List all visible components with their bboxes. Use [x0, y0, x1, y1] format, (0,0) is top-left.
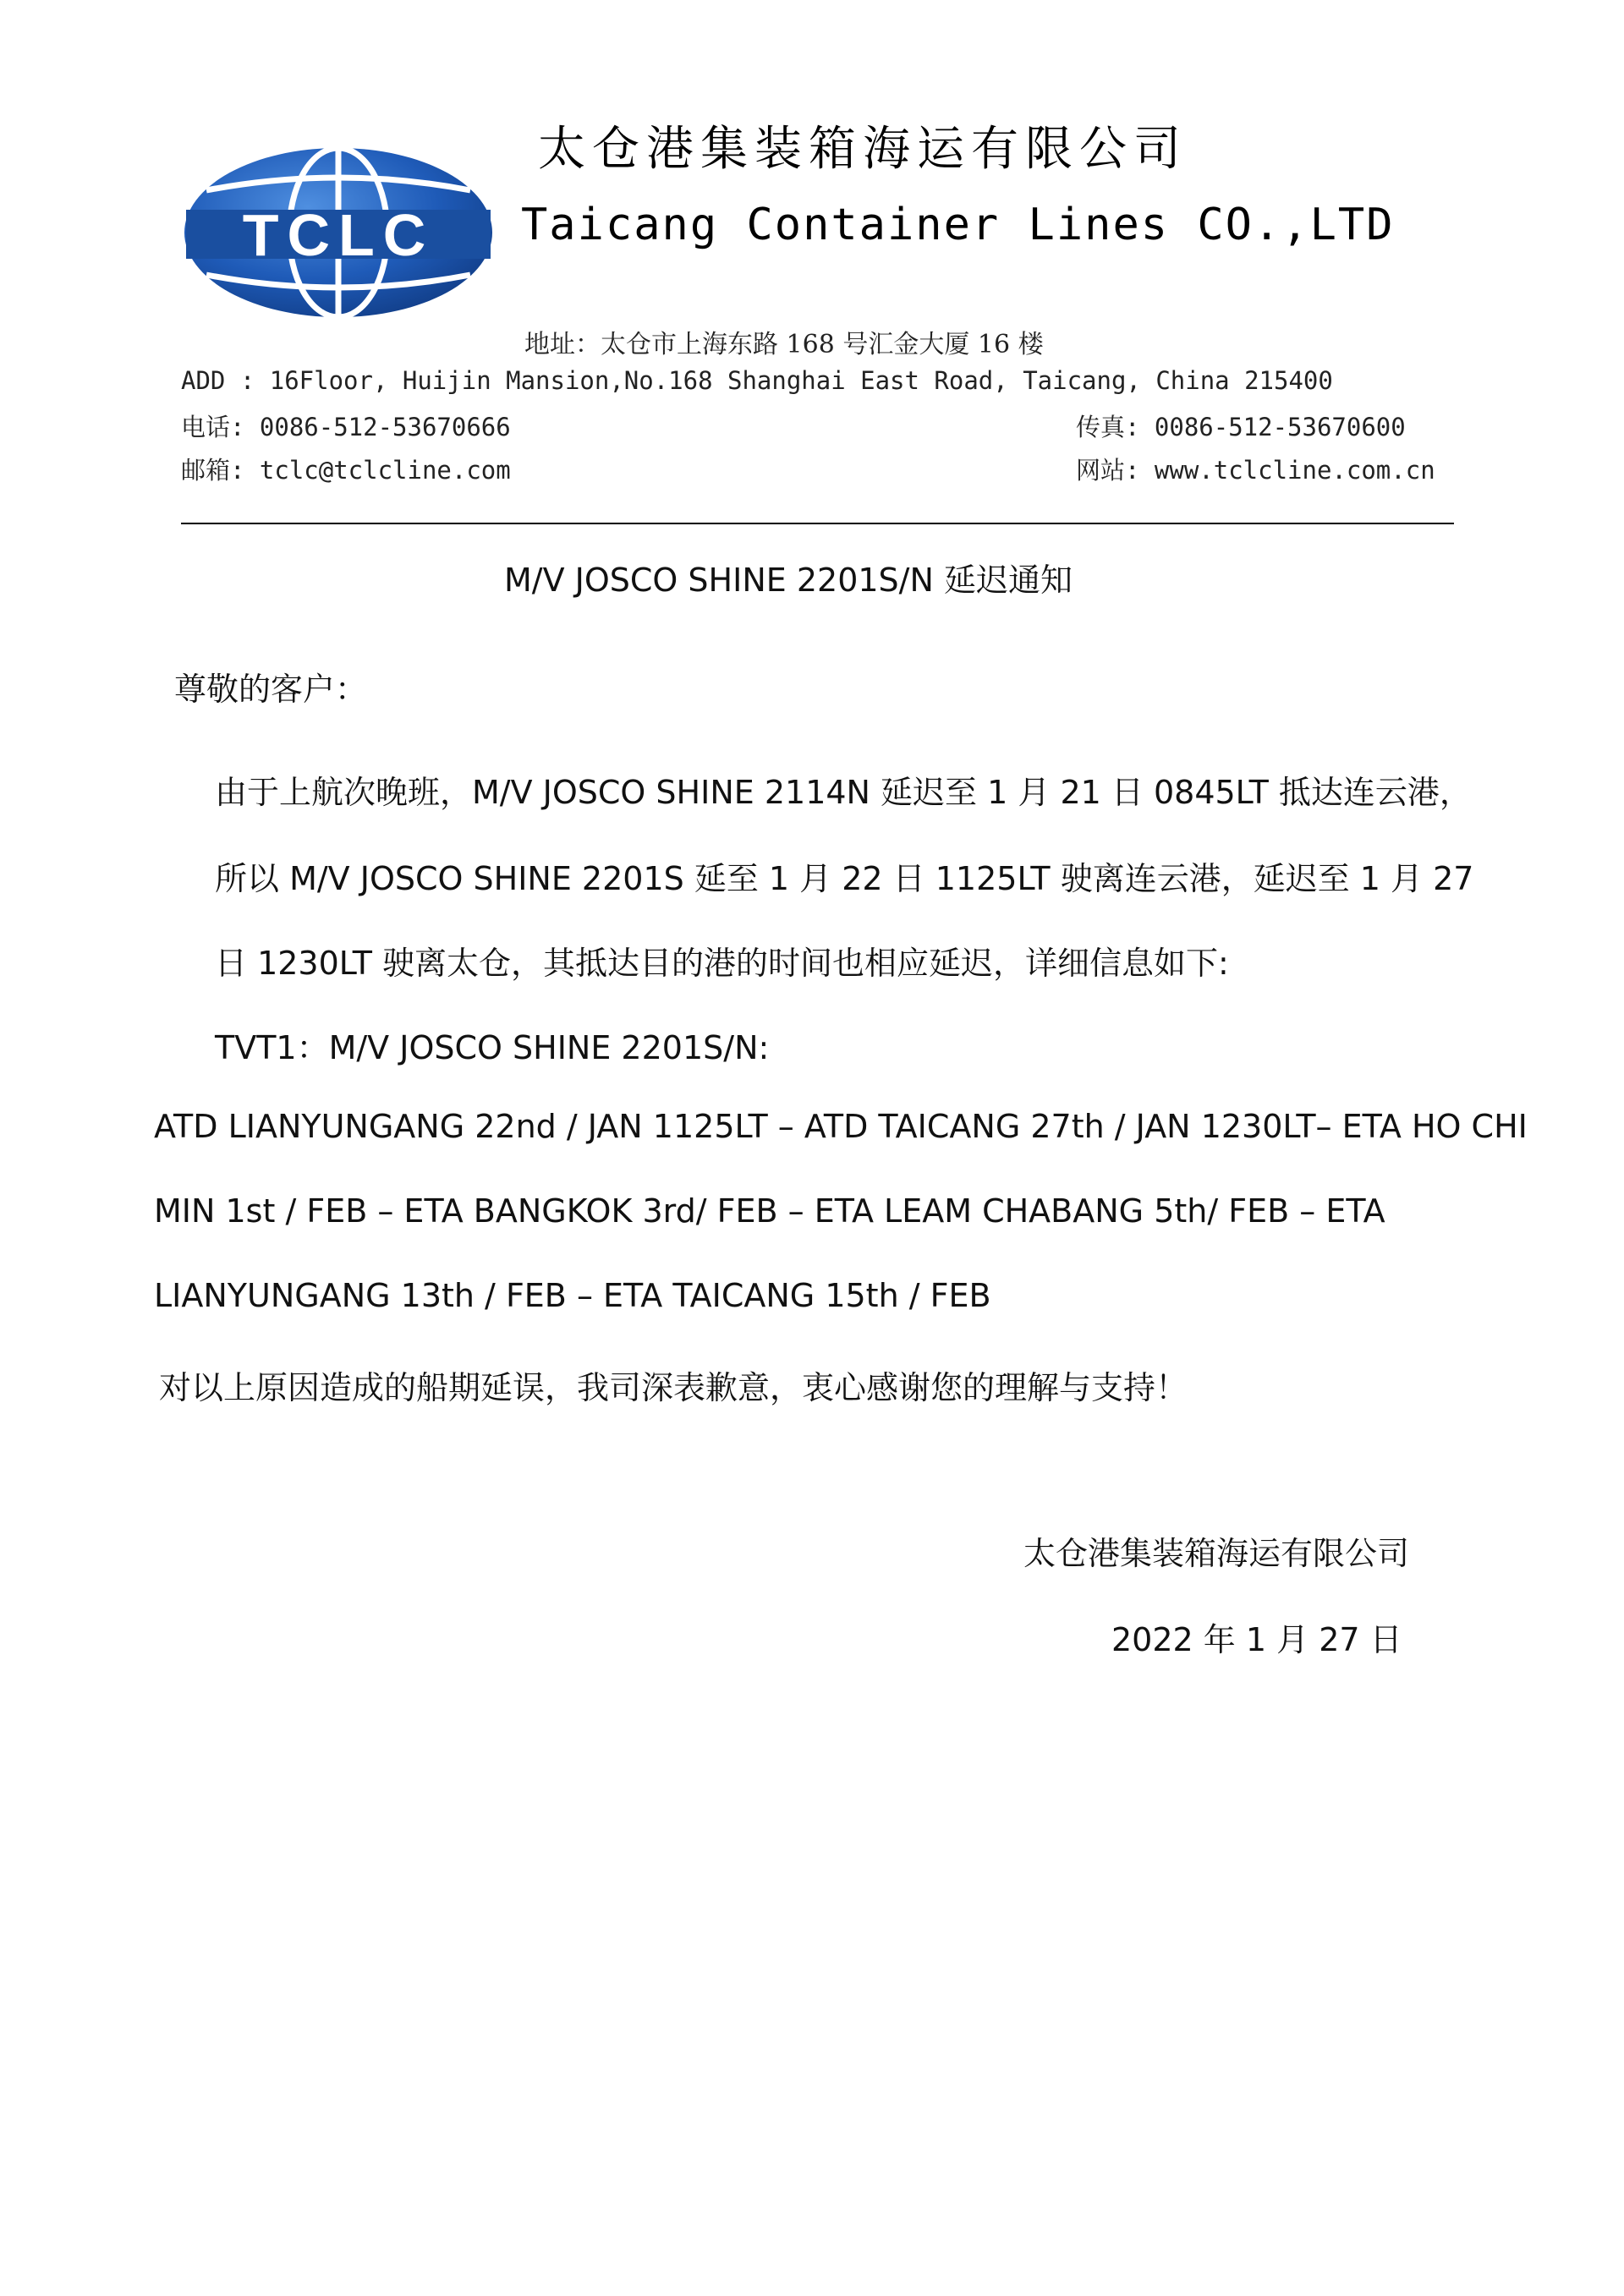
- signature-company: 太仓港集装箱海运有限公司: [1023, 1535, 1410, 1572]
- body-line-2: 所以 M/V JOSCO SHINE 2201S 延至 1 月 22 日 1125LT 驶离连云港，延迟至 1 月 27: [215, 860, 1474, 897]
- notice-title: M/V JOSCO SHINE 2201S/N 延迟通知: [504, 562, 1073, 599]
- company-logo: [181, 144, 496, 321]
- schedule-line-1: ATD LIANYUNGANG 22nd / JAN 1125LT – ATD TAICANG 27th / JAN 1230LT– ETA HO CHI: [154, 1108, 1528, 1145]
- salutation: 尊敬的客户：: [174, 671, 368, 708]
- body-line-1: 由于上航次晚班，M/V JOSCO SHINE 2114N 延迟至 1 月 21 日 0845LT 抵达连云港，: [215, 774, 1472, 811]
- address-cn: 地址：太仓市上海东路 168 号汇金大厦 16 楼: [524, 330, 1044, 359]
- phone-number: 电话: 0086-512-53670666: [181, 413, 511, 441]
- company-name-en: Taicang Container Lines CO.,LTD: [521, 200, 1395, 250]
- schedule-line-2: MIN 1st / FEB – ETA BANGKOK 3rd/ FEB – ETA LEAM CHABANG 5th/ FEB – ETA: [154, 1192, 1385, 1230]
- signature-date: 2022 年 1 月 27 日: [1111, 1621, 1402, 1658]
- company-name-cn: 太仓港集装箱海运有限公司: [538, 122, 1188, 177]
- fax-number: 传真: 0086-512-53670600: [1076, 413, 1406, 441]
- logo-text: TCLC: [242, 202, 435, 268]
- website-url[interactable]: 网站: www.tclcline.com.cn: [1076, 456, 1435, 485]
- vessel-line: TVT1：M/V JOSCO SHINE 2201S/N:: [215, 1029, 770, 1066]
- schedule-line-3: LIANYUNGANG 13th / FEB – ETA TAICANG 15th / FEB: [154, 1277, 991, 1314]
- letterhead-divider: [181, 523, 1454, 524]
- email-address[interactable]: 邮箱: tclc@tclcline.com: [181, 456, 511, 485]
- address-en: ADD : 16Floor, Huijin Mansion,No.168 Shanghai East Road, Taicang, China 215400: [181, 366, 1333, 395]
- body-line-3: 日 1230LT 驶离太仓，其抵达目的港的时间也相应延迟，详细信息如下:: [215, 945, 1229, 982]
- apology-line: 对以上原因造成的船期延误，我司深表歉意，衷心感谢您的理解与支持！: [159, 1369, 1188, 1406]
